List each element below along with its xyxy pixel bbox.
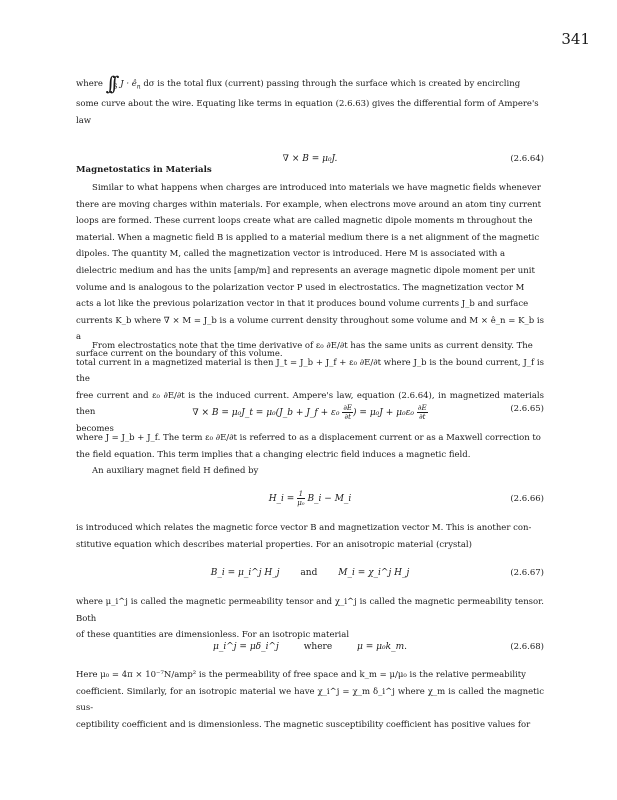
equation-expression: B_i = μ_i^j H_j and M_i = χ_i^j H_j (210, 568, 410, 578)
double-integral-symbol: ∫∫ (105, 73, 114, 95)
text-line: ceptibility coefficient and is dimensionless. The magnetic susceptibility coefficient has positive values for (76, 719, 531, 730)
equation-2-6-66 (76, 488, 544, 514)
paragraph-displacement-current (76, 430, 544, 463)
text-line: currents K_b where ∇ × M = J_b is a volume current density throughout some volume and M × ê_n = K_b is a (76, 315, 544, 343)
equation-number: (2.6.67) (510, 568, 544, 578)
text-line: acts a lot like the previous polarization vector in that it produces bound volume currents J_b and surface (76, 299, 529, 310)
text-line: stitutive equation which describes material properties. For an anisotropic material (crystal) (76, 539, 472, 550)
text-line: some curve about the wire. Equating like terms in equation (2.6.63) gives the differential form of Ampere's (76, 99, 539, 110)
equation-expression: H_i = $\frac{1}{\text{μ₀}}$ B_i − M_i (268, 490, 352, 507)
page-number: 341 (561, 30, 590, 48)
text-line: becomes (76, 423, 114, 434)
equation-2-6-68 (76, 640, 544, 658)
fraction-dE-dt: $\frac{\partial E}{\partial t}$ (417, 404, 427, 421)
equation-2-6-65 (76, 402, 544, 424)
text-line: coefficient. Similarly, for an isotropic material we have χ_i^j = χ_m δ_i^j where χ_m is called the magnetic sus- (76, 686, 544, 714)
equation-number: (2.6.65) (510, 404, 544, 414)
text-line: loops are formed. These current loops create what are called magnetic dipole moments m throughout the (76, 216, 533, 227)
equation-2-6-67 (76, 566, 544, 584)
text-line: material. When a magnetic field B is applied to a material medium there is a net alignment of the magnetic (76, 232, 540, 243)
text-line: where $\int\int_S$ $J \cdot ê_n$ dσ is the total flux (current) passing through the surface which is created by encircling (76, 73, 521, 95)
text-line: volume and is analogous to the polarization vector P used in electrostatics. The magnetization vector M (76, 282, 525, 293)
text-line: free current and ε₀ ∂E/∂t is the induced current. Ampere's law, equation (2.6.64), in magnetized materials then (76, 390, 544, 418)
text-line: Here μ₀ = 4π × 10⁻⁷N/amp² is the permeability of free space and k_m = μ/μ₀ is the relative permeability (76, 670, 526, 680)
paragraph-auxiliary-field (76, 463, 544, 480)
equation-expression: ∇ × B = μ₀J. (282, 154, 338, 164)
paragraph-intro (76, 72, 544, 129)
text-line: there are moving charges within materials. For example, when electrons move around an atom tiny current (76, 199, 542, 210)
paragraph-susceptibility (76, 667, 544, 733)
equation-number: (2.6.68) (510, 642, 544, 652)
text-line: total current in a magnetized material is then J_t = J_b + J_f + ε₀ ∂E/∂t where J_b is the bound current, J_f is the (76, 357, 544, 385)
text-line: the field equation. This term implies that a changing electric field induces a magnetic field. (76, 449, 471, 460)
text-line: of these quantities are dimensionless. For an isotropic material (76, 630, 350, 641)
text-line: surface current on the boundary of this volume. (76, 348, 283, 359)
equation-number: (2.6.64) (510, 154, 544, 164)
equation-number: (2.6.66) (510, 494, 544, 504)
text-line: dielectric medium and has the units [amp/m] and represents an average magnetic dipole moment per unit (76, 265, 535, 276)
equation-expression: ∇ × B = μ₀J_t = μ₀(J_b + J_f + ε₀ $\frac{\partial E}{\partial t}$ ) = μ₀J + μ₀ε₀ $\frac{\partial E}{\partial t}$ (192, 404, 427, 421)
paragraph-constitutive (76, 520, 544, 553)
section-heading: Magnetostatics in Materials (76, 165, 212, 175)
text-line: dipoles. The quantity M, called the magnetization vector is introduced. Here M is associated with a (76, 249, 506, 260)
text-line: From electrostatics note that the time derivative of ε₀ ∂E/∂t has the same units as current density. The (92, 341, 533, 351)
text-line: where J = J_b + J_f. The term ε₀ ∂E/∂t is referred to as a displacement current or as a Maxwell correction to (76, 433, 541, 443)
text-line: law (76, 115, 92, 126)
text-line: An auxiliary magnet field H defined by (92, 466, 259, 476)
fraction-one-over-mu0: $\frac{1}{\text{μ₀}}$ (297, 490, 305, 507)
fraction-dE-dt: $\frac{\partial E}{\partial t}$ (343, 404, 353, 421)
equation-expression: μ_i^j = μδ_i^j where μ = μ₀k_m. (213, 642, 407, 652)
paragraph-magnetization (76, 180, 544, 363)
text-line: is introduced which relates the magnetic force vector B and magnetization vector M. This is another con- (76, 523, 532, 533)
text-line: where μ_i^j is called the magnetic permeability tensor and χ_i^j is called the magnetic permeability tensor. Both (76, 597, 544, 624)
paragraph-permeability-tensor (76, 594, 544, 644)
text-line: Similar to what happens when charges are introduced into materials we have magnetic fields whenever (92, 183, 541, 193)
